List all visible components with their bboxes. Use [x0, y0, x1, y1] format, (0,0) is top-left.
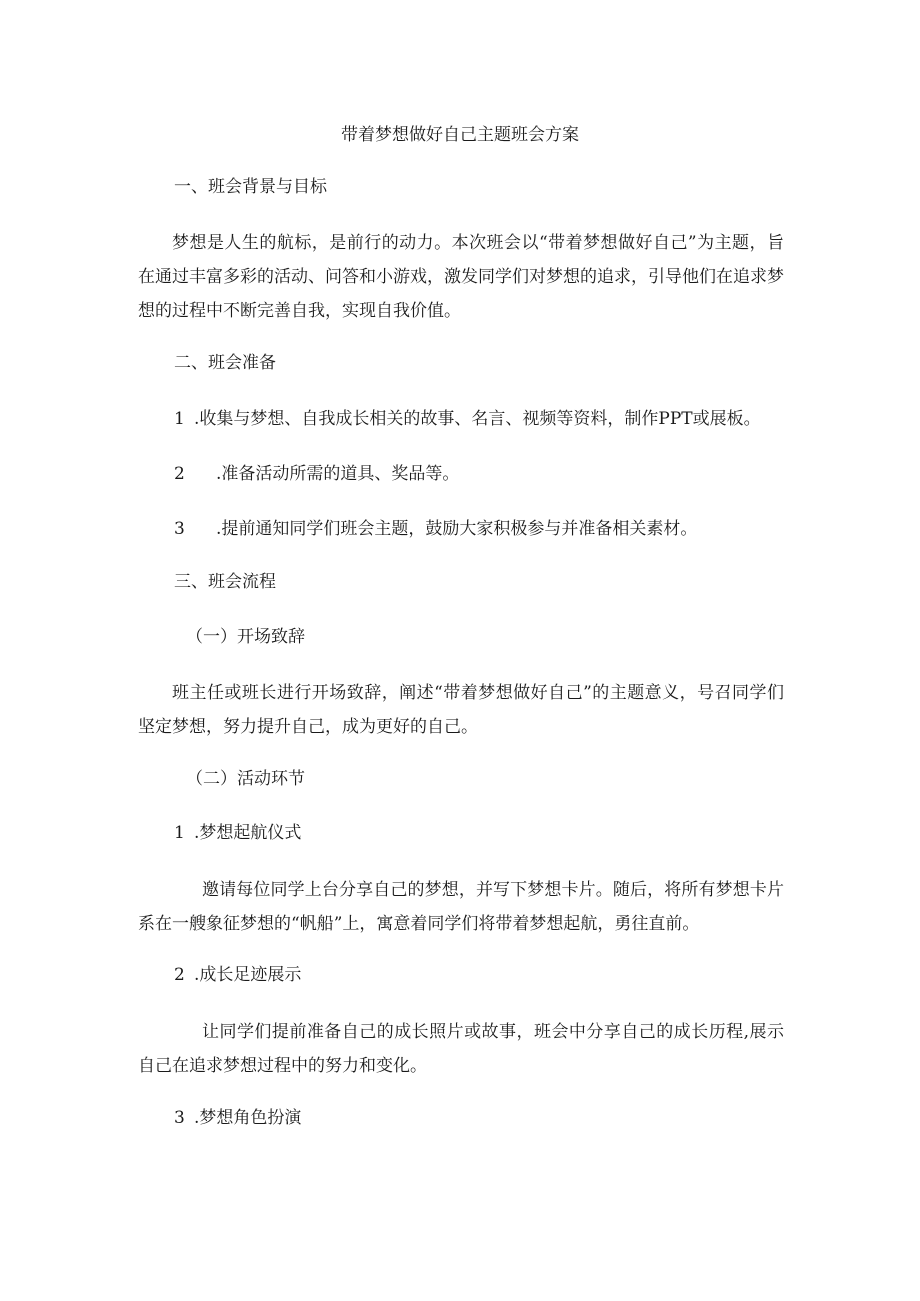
- activity-1-paragraph: 邀请每位同学上台分享自己的梦想，并写下梦想卡片。随后，将所有梦想卡片系在一艘象征梦想的“帆船”上，寓意着同学们将带着梦想起航，勇往直前。: [138, 880, 784, 934]
- activity-2-title-text: .成长足迹展示: [194, 965, 302, 985]
- activity-1-title: [174, 822, 301, 844]
- section1-heading: 一、班会背景与目标: [174, 177, 327, 197]
- subsection1-heading: （一）开场致辞: [186, 627, 305, 647]
- section1-paragraph: 梦想是人生的航标，是前行的动力。本次班会以“带着梦想做好自己”为主题，旨在通过丰富多彩的活动、问答和小游戏，激发同学们对梦想的追求，引导他们在追求梦想的过程中不断完善自我，实现自我价值。: [138, 233, 784, 321]
- prep-item-3-text: .提前通知同学们班会主题，鼓励大家积极参与并准备相关素材。: [216, 519, 698, 539]
- prep-item-2-number: 2: [174, 464, 185, 484]
- prep-item-1-text: .收集与梦想、自我成长相关的故事、名言、视频等资料，制作PPT或展板。: [194, 409, 761, 429]
- prep-item-3-number: 3: [174, 519, 185, 539]
- prep-item-1: [174, 408, 761, 430]
- prep-item-3: [174, 518, 697, 540]
- prep-item-2-text: .准备活动所需的道具、奖品等。: [216, 464, 460, 484]
- prep-item-1-number: 1: [174, 409, 185, 429]
- activity-2-paragraph: 让同学们提前准备自己的成长照片或故事，班会中分享自己的成长历程,展示自己在追求梦想过程中的努力和变化。: [138, 1022, 784, 1076]
- prep-item-2: [174, 463, 459, 485]
- activity-2-number: 2: [174, 965, 185, 985]
- subsection1-paragraph: 班主任或班长进行开场致辞，阐述“带着梦想做好自己”的主题意义，号召同学们坚定梦想，努力提升自己，成为更好的自己。: [138, 683, 784, 737]
- activity-3-title: [174, 1107, 301, 1129]
- section3-heading: 三、班会流程: [174, 572, 276, 592]
- subsection2-heading: （二）活动环节: [186, 769, 305, 789]
- section2-heading: 二、班会准备: [174, 353, 276, 373]
- activity-3-number: 3: [174, 1108, 185, 1128]
- document-title: 带着梦想做好自己主题班会方案: [341, 125, 579, 145]
- activity-1-title-text: .梦想起航仪式: [194, 823, 302, 843]
- activity-3-title-text: .梦想角色扮演: [194, 1108, 302, 1128]
- activity-2-title: [174, 964, 301, 986]
- activity-1-number: 1: [174, 823, 185, 843]
